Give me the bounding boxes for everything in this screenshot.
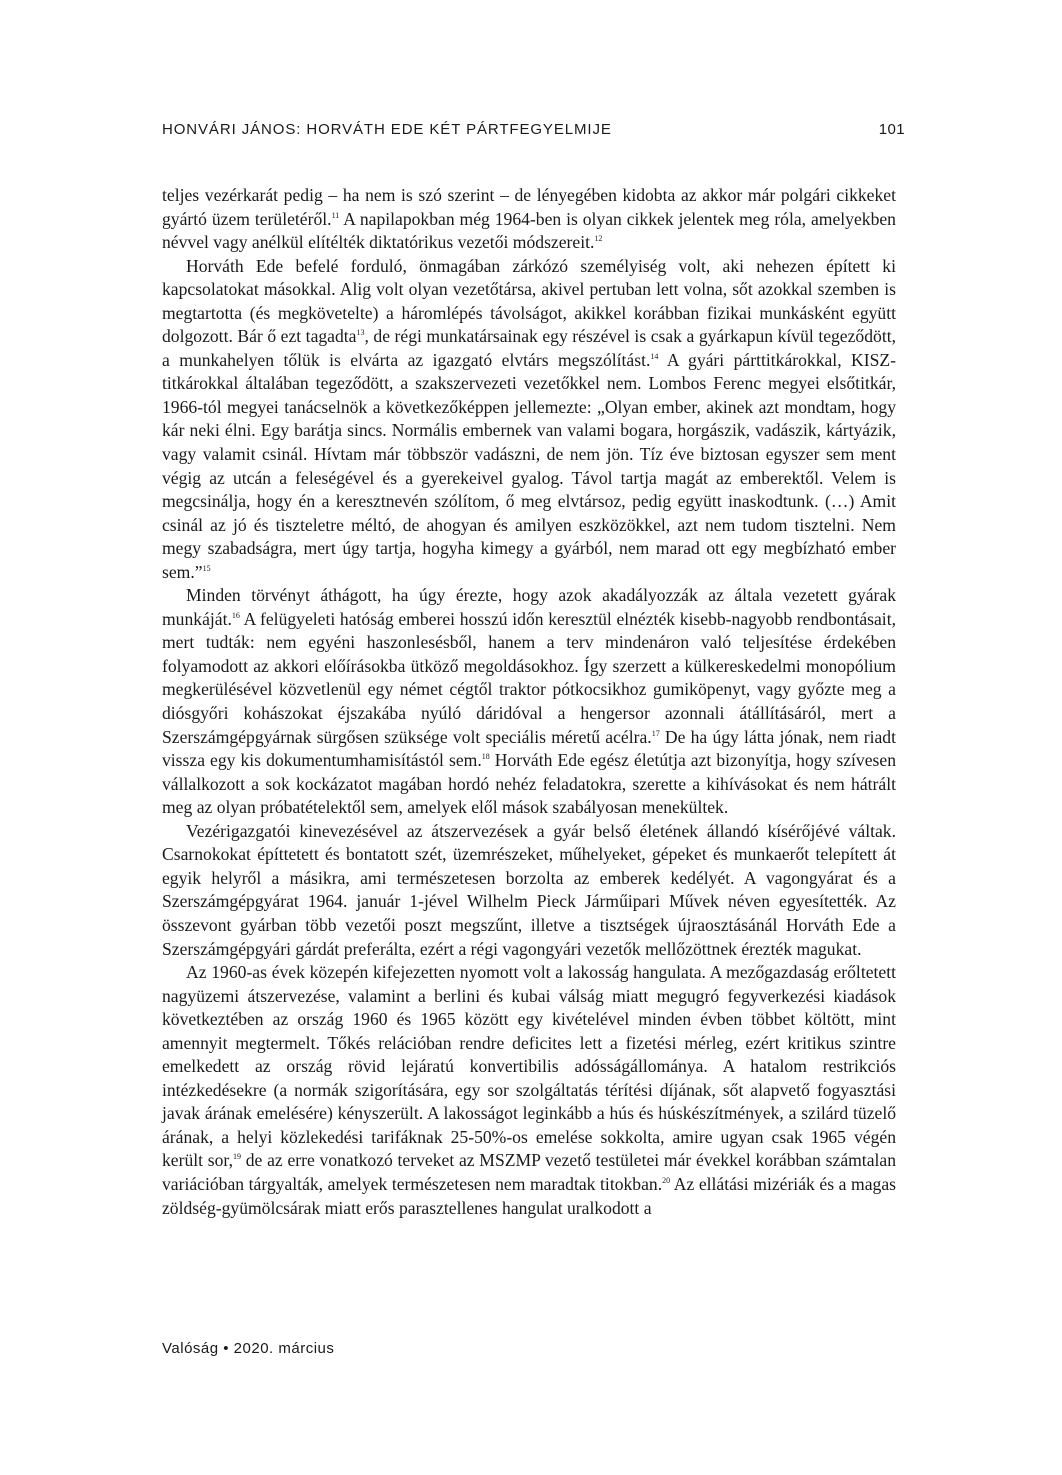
footnote-ref: 20 (662, 1175, 671, 1185)
text-run: , de régi munkatársainak egy részével is csak a gyárkapun kívül tegeződött, a munkahelyen tőlük is elvárta az igazgató elvtárs megszólítást. (162, 326, 896, 370)
text-run: Horváth Ede befelé forduló, önmagában zárkózó személyiség volt, aki nehezen épített ki kapcsolatokat másokkal. Alig volt olyan vezetőtársa, akivel pertuban lett volna, sőt azokkal szemben is megtartotta (és megkövetelte) a háromlépés távolságot, akikkel korábban fizikai munkásként együtt dolgozott. Bár ő ezt tagadta (162, 255, 896, 347)
text-run: de az erre vonatkozó terveket az MSZMP vezető testületei már évekkel korábban számtalan variációban tárgyalták, amelyek természetesen nem maradtak titokban. (162, 1150, 896, 1194)
footnote-ref: 15 (202, 563, 211, 573)
text-run: teljes vezérkarát pedig – ha nem is szó szerint – de lényegében kidobta az akkor már polgári cikkeket gyártó üzem területéről. (162, 185, 896, 229)
text-run: Az ellátási mizériák és a magas zöldség-gyümölcsárak miatt erős parasztellenes hangulat uralkodott a (162, 1173, 896, 1218)
text-run: A gyári párttitkárokkal, KISZ-titkárokkal általában tegeződött, a szakszervezeti vezetőkkel nem. Lombos Ferenc megyei elsőtitkár, 1966-tól megyei tanácselnök a következőképpen jellemezte: „Olyan ember, akinek azt mondtam, hogy kár neki élni. Egy barátja sincs. Normális embernek van valami bogara, horgászik, vadászik, kártyázik, vagy valamit csinál. Hívtam már többször vadászni, de nem jön. Tíz éve biztosan egyszer sem ment végig az utcán a feleségével és a gyerekeivel gyalog. Távol tartja magát az emberektől. Velem is megcsinálja, hogy én a keresztnevén szólítom, ő meg elvtársoz, pedig együtt inaskodtunk. (…) Amit csinál az jó és tiszteletre méltó, de ahogyan és amilyen eszközökkel, azt nem tudom tisztelni. Nem megy szabadságra, mert úgy tartja, hogyha kimegy a gyárból, nem marad ott egy megbízható ember sem.” (162, 349, 896, 582)
running-title: HONVÁRI JÁNOS: HORVÁTH EDE KÉT PÁRTFEGYELMIJE (162, 121, 612, 138)
footnote-ref: 16 (231, 610, 240, 620)
text-run: Minden törvényt áthágott, ha úgy érezte, hogy azok akadályozzák az általa vezetett gyárak munkáját. (162, 585, 896, 629)
footnote-ref: 19 (232, 1152, 241, 1162)
text-run: De ha úgy látta jónak, nem riadt vissza egy kis dokumentumhamisítástól sem. (162, 726, 896, 771)
page-number: 101 (878, 121, 905, 138)
page-footer (162, 1340, 334, 1357)
paragraph-1 (162, 184, 896, 255)
text-run: A felügyeleti hatóság emberei hosszú időn keresztül elnézték kisebb-nagyobb rendbontásait, mert tudták: nem egyéni haszonlesésből, hanem a terv mindenáron való teljesítése érdekében folyamodott az akkori előírásokba ütköző megoldásokhoz. Így szerzett a külkereskedelmi monopólium megkerülésével közvetlenül egy német cégtől traktor pótkocsikhoz gumiköpenyt, vagy győzte meg a diósgyőri kohászokat éjszakába nyúló dáridóval a hengersor azonnali átállításáról, mert a Szerszámgépgyárnak sürgősen szüksége volt speciális méretű acélra. (162, 608, 896, 747)
paragraph-2 (162, 255, 896, 585)
paragraph-5 (162, 961, 896, 1220)
footnote-ref: 14 (650, 351, 659, 361)
footnote-ref: 11 (331, 210, 340, 220)
paragraph-3 (162, 584, 896, 819)
paragraph-4 (162, 820, 896, 961)
footnote-ref: 17 (651, 728, 660, 738)
text-run: A napilapokban még 1964-ben is olyan cikkek jelentek meg róla, amelyekben névvel vagy anélkül elítélték diktatórikus vezetői módszereit. (162, 208, 896, 253)
footnote-ref: 18 (481, 752, 490, 762)
text-run: Vezérigazgatói kinevezésével az átszervezések a gyár belső életének állandó kísérőjévé váltak. Csarnokokat építtetett és bontatott szét, üzemrészeket, műhelyeket, gépeket és munkaerőt telepített át egyik helyről a másikra, ami természetesen borzolta az emberek kedélyét. A vagongyárat és a Szerszámgépgyárat 1964. január 1-jével Wilhelm Pieck Járműipari Művek néven egyesítették. Az összevont gyárban több vezetői poszt megszűnt, illetve a tisztségek újraosztásánál Horváth Ede a Szerszámgépgyári gárdát preferálta, ezért a régi vagongyári vezetők mellőzöttnek érezték magukat. (162, 820, 896, 959)
article-body (162, 184, 896, 1220)
text-run: Az 1960-as évek közepén kifejezetten nyomott volt a lakosság hangulata. A mezőgazdaság erőltetett nagyüzemi átszervezése, valamint a berlini és kubai válság miatt megugró fegyverkezési kiadások következtében az ország 1960 és 1965 között egy kivételével minden évben többet költött, mint amennyit megtermelt. Tőkés relációban rendre deficites lett a fizetési mérleg, ezért kritikus szintre emelkedett az ország rövid lejáratú konvertibilis adósságállománya. A hatalom restrikciós intézkedésekre (a normák szigorítására, egy sor szolgáltatás térítési díjának, sőt alapvető fogyasztási javak árának emelésére) kényszerült. A lakosságot leginkább a hús és húskészítmények, a szilárd tüzelő árának, a helyi közlekedési tarifáknak 25-50%-os emelése sokkolta, amire ugyan csak 1965 végén került sor, (162, 962, 896, 1171)
footnote-ref: 12 (594, 234, 603, 244)
footer-text: Valóság • 2020. március (162, 1340, 335, 1357)
running-header (162, 121, 905, 138)
text-run: Horváth Ede egész életútja azt bizonyítja, hogy szívesen vállalkozott a sok kockázatot magában hordó nehéz feladatokra, szerette a kihívásokat és nem hátrált meg az olyan próbatételektől sem, amelyek elől mások szabályosan menekültek. (162, 750, 896, 818)
footnote-ref: 13 (356, 328, 365, 338)
